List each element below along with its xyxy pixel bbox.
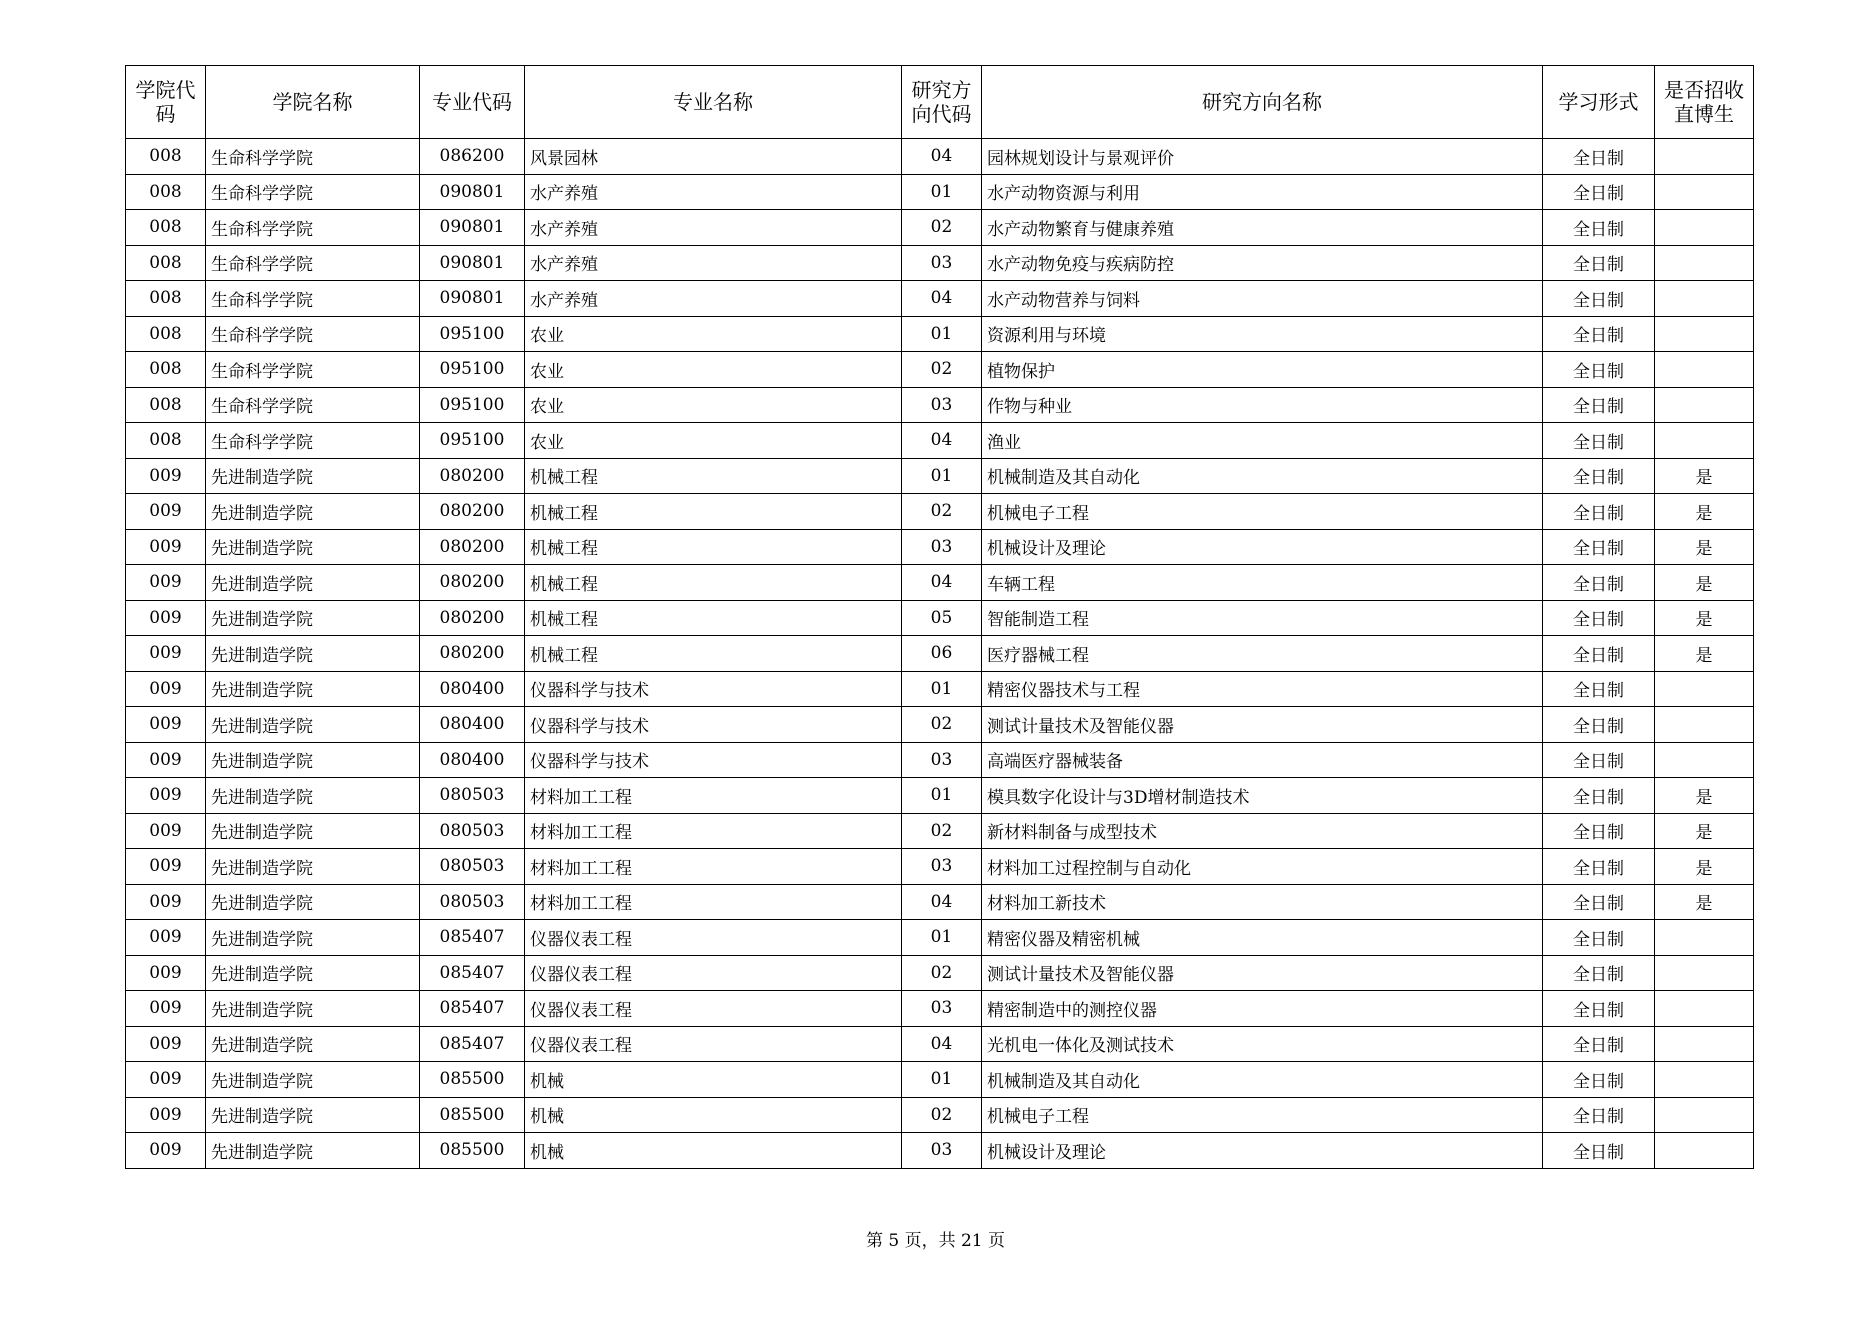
cell-study-mode: 全日制 xyxy=(1543,707,1655,743)
cell-direct-phd xyxy=(1655,742,1754,778)
cell-college-name: 先进制造学院 xyxy=(206,920,420,956)
cell-college-code: 009 xyxy=(126,600,206,636)
table-row xyxy=(126,1062,1754,1098)
cell-college-name: 先进制造学院 xyxy=(206,458,420,494)
cell-direction-code: 03 xyxy=(902,387,982,423)
cell-study-mode: 全日制 xyxy=(1543,458,1655,494)
cell-direct-phd: 是 xyxy=(1655,884,1754,920)
cell-direct-phd xyxy=(1655,423,1754,459)
cell-college-name: 生命科学学院 xyxy=(206,423,420,459)
cell-direction-name: 植物保护 xyxy=(982,352,1543,388)
cell-college-code: 009 xyxy=(126,920,206,956)
cell-college-code: 009 xyxy=(126,565,206,601)
cell-college-name: 先进制造学院 xyxy=(206,600,420,636)
cell-college-name: 先进制造学院 xyxy=(206,707,420,743)
cell-study-mode: 全日制 xyxy=(1543,245,1655,281)
cell-direction-name: 材料加工过程控制与自动化 xyxy=(982,849,1543,885)
cell-college-name: 先进制造学院 xyxy=(206,742,420,778)
header-college-code: 学院代码 xyxy=(126,66,206,139)
cell-college-code: 009 xyxy=(126,884,206,920)
cell-direct-phd xyxy=(1655,707,1754,743)
cell-direction-code: 02 xyxy=(902,707,982,743)
table-row xyxy=(126,671,1754,707)
cell-major-code: 095100 xyxy=(420,352,525,388)
cell-college-name: 先进制造学院 xyxy=(206,778,420,814)
cell-college-code: 009 xyxy=(126,458,206,494)
cell-direct-phd: 是 xyxy=(1655,458,1754,494)
cell-study-mode: 全日制 xyxy=(1543,600,1655,636)
cell-major-name: 水产养殖 xyxy=(525,245,902,281)
cell-study-mode: 全日制 xyxy=(1543,884,1655,920)
table-row xyxy=(126,778,1754,814)
cell-direction-name: 水产动物免疫与疾病防控 xyxy=(982,245,1543,281)
cell-major-code: 085407 xyxy=(420,1026,525,1062)
cell-college-name: 先进制造学院 xyxy=(206,565,420,601)
cell-direction-code: 02 xyxy=(902,955,982,991)
table-row xyxy=(126,423,1754,459)
cell-major-code: 085500 xyxy=(420,1133,525,1169)
cell-major-name: 机械工程 xyxy=(525,600,902,636)
cell-direct-phd xyxy=(1655,671,1754,707)
cell-direct-phd xyxy=(1655,991,1754,1027)
cell-direct-phd: 是 xyxy=(1655,778,1754,814)
cell-study-mode: 全日制 xyxy=(1543,316,1655,352)
cell-college-name: 先进制造学院 xyxy=(206,1133,420,1169)
cell-study-mode: 全日制 xyxy=(1543,742,1655,778)
cell-direction-code: 04 xyxy=(902,884,982,920)
cell-major-name: 仪器仪表工程 xyxy=(525,1026,902,1062)
cell-college-code: 008 xyxy=(126,210,206,246)
table-row xyxy=(126,139,1754,175)
cell-college-name: 生命科学学院 xyxy=(206,139,420,175)
table-row xyxy=(126,1097,1754,1133)
cell-direction-name: 机械制造及其自动化 xyxy=(982,458,1543,494)
cell-study-mode: 全日制 xyxy=(1543,920,1655,956)
page-number: 第 5 页，共 21 页 xyxy=(865,1231,1006,1251)
cell-college-code: 009 xyxy=(126,991,206,1027)
cell-direction-code: 04 xyxy=(902,565,982,601)
cell-direct-phd xyxy=(1655,1097,1754,1133)
cell-major-name: 仪器仪表工程 xyxy=(525,955,902,991)
program-table xyxy=(125,65,1754,1169)
cell-college-name: 先进制造学院 xyxy=(206,494,420,530)
cell-major-name: 机械工程 xyxy=(525,636,902,672)
table-row xyxy=(126,742,1754,778)
cell-college-code: 008 xyxy=(126,423,206,459)
table-row xyxy=(126,174,1754,210)
cell-study-mode: 全日制 xyxy=(1543,281,1655,317)
cell-direction-name: 园林规划设计与景观评价 xyxy=(982,139,1543,175)
cell-direct-phd xyxy=(1655,387,1754,423)
cell-major-code: 085500 xyxy=(420,1062,525,1098)
table-row xyxy=(126,707,1754,743)
cell-study-mode: 全日制 xyxy=(1543,813,1655,849)
cell-college-name: 先进制造学院 xyxy=(206,991,420,1027)
cell-major-code: 090801 xyxy=(420,245,525,281)
cell-college-code: 009 xyxy=(126,1133,206,1169)
cell-study-mode: 全日制 xyxy=(1543,529,1655,565)
cell-college-code: 009 xyxy=(126,494,206,530)
table-row xyxy=(126,316,1754,352)
cell-major-name: 农业 xyxy=(525,387,902,423)
cell-direction-code: 02 xyxy=(902,210,982,246)
table-row xyxy=(126,494,1754,530)
cell-major-name: 机械 xyxy=(525,1062,902,1098)
cell-major-name: 材料加工工程 xyxy=(525,884,902,920)
table-row xyxy=(126,529,1754,565)
table-row xyxy=(126,1026,1754,1062)
cell-college-code: 008 xyxy=(126,387,206,423)
cell-direct-phd xyxy=(1655,1062,1754,1098)
cell-major-name: 风景园林 xyxy=(525,139,902,175)
cell-major-code: 085407 xyxy=(420,991,525,1027)
cell-college-name: 先进制造学院 xyxy=(206,955,420,991)
cell-college-code: 008 xyxy=(126,352,206,388)
cell-study-mode: 全日制 xyxy=(1543,636,1655,672)
cell-study-mode: 全日制 xyxy=(1543,139,1655,175)
cell-direction-name: 渔业 xyxy=(982,423,1543,459)
cell-direct-phd: 是 xyxy=(1655,494,1754,530)
cell-college-code: 008 xyxy=(126,245,206,281)
cell-major-code: 090801 xyxy=(420,210,525,246)
table-row xyxy=(126,565,1754,601)
cell-direction-code: 01 xyxy=(902,671,982,707)
cell-college-code: 009 xyxy=(126,636,206,672)
cell-college-code: 009 xyxy=(126,1097,206,1133)
header-direction-name: 研究方向名称 xyxy=(982,66,1543,139)
header-college-name: 学院名称 xyxy=(206,66,420,139)
cell-study-mode: 全日制 xyxy=(1543,1097,1655,1133)
cell-direct-phd xyxy=(1655,316,1754,352)
cell-major-code: 095100 xyxy=(420,387,525,423)
cell-direction-code: 01 xyxy=(902,316,982,352)
cell-direct-phd: 是 xyxy=(1655,813,1754,849)
cell-major-code: 086200 xyxy=(420,139,525,175)
cell-direction-name: 水产动物资源与利用 xyxy=(982,174,1543,210)
cell-major-code: 095100 xyxy=(420,423,525,459)
cell-major-code: 080200 xyxy=(420,600,525,636)
cell-direction-name: 新材料制备与成型技术 xyxy=(982,813,1543,849)
header-direction-code: 研究方向代码 xyxy=(902,66,982,139)
cell-study-mode: 全日制 xyxy=(1543,565,1655,601)
cell-direction-name: 作物与种业 xyxy=(982,387,1543,423)
cell-college-name: 先进制造学院 xyxy=(206,671,420,707)
cell-direct-phd xyxy=(1655,955,1754,991)
header-direct-phd: 是否招收直博生 xyxy=(1655,66,1754,139)
cell-direct-phd xyxy=(1655,352,1754,388)
cell-major-code: 090801 xyxy=(420,174,525,210)
table-row xyxy=(126,281,1754,317)
cell-major-name: 材料加工工程 xyxy=(525,849,902,885)
cell-direct-phd: 是 xyxy=(1655,529,1754,565)
cell-college-code: 009 xyxy=(126,529,206,565)
cell-major-name: 机械工程 xyxy=(525,565,902,601)
cell-study-mode: 全日制 xyxy=(1543,423,1655,459)
cell-college-name: 先进制造学院 xyxy=(206,636,420,672)
cell-direction-name: 车辆工程 xyxy=(982,565,1543,601)
cell-direction-code: 04 xyxy=(902,139,982,175)
cell-college-name: 生命科学学院 xyxy=(206,210,420,246)
cell-direction-name: 医疗器械工程 xyxy=(982,636,1543,672)
cell-direction-code: 01 xyxy=(902,1062,982,1098)
cell-direction-code: 02 xyxy=(902,494,982,530)
cell-major-name: 材料加工工程 xyxy=(525,813,902,849)
cell-major-code: 095100 xyxy=(420,316,525,352)
cell-college-code: 009 xyxy=(126,1062,206,1098)
cell-direction-code: 06 xyxy=(902,636,982,672)
cell-college-name: 生命科学学院 xyxy=(206,387,420,423)
cell-college-name: 先进制造学院 xyxy=(206,1026,420,1062)
cell-study-mode: 全日制 xyxy=(1543,352,1655,388)
cell-major-name: 农业 xyxy=(525,352,902,388)
cell-major-code: 080503 xyxy=(420,884,525,920)
cell-major-code: 080400 xyxy=(420,742,525,778)
cell-college-code: 009 xyxy=(126,742,206,778)
cell-major-code: 080503 xyxy=(420,813,525,849)
cell-study-mode: 全日制 xyxy=(1543,671,1655,707)
cell-college-code: 009 xyxy=(126,955,206,991)
header-major-name: 专业名称 xyxy=(525,66,902,139)
cell-college-name: 先进制造学院 xyxy=(206,813,420,849)
cell-major-name: 水产养殖 xyxy=(525,174,902,210)
cell-direction-code: 05 xyxy=(902,600,982,636)
table-row xyxy=(126,636,1754,672)
cell-direction-name: 智能制造工程 xyxy=(982,600,1543,636)
cell-study-mode: 全日制 xyxy=(1543,955,1655,991)
cell-direction-code: 03 xyxy=(902,742,982,778)
cell-college-code: 009 xyxy=(126,849,206,885)
cell-major-name: 农业 xyxy=(525,423,902,459)
cell-major-name: 仪器科学与技术 xyxy=(525,671,902,707)
cell-direct-phd xyxy=(1655,1026,1754,1062)
cell-direction-name: 材料加工新技术 xyxy=(982,884,1543,920)
cell-direct-phd xyxy=(1655,920,1754,956)
cell-study-mode: 全日制 xyxy=(1543,991,1655,1027)
cell-major-code: 080400 xyxy=(420,671,525,707)
cell-direct-phd xyxy=(1655,245,1754,281)
cell-college-name: 先进制造学院 xyxy=(206,529,420,565)
cell-college-code: 009 xyxy=(126,707,206,743)
cell-major-code: 090801 xyxy=(420,281,525,317)
cell-direct-phd xyxy=(1655,281,1754,317)
cell-college-code: 009 xyxy=(126,778,206,814)
table-row xyxy=(126,991,1754,1027)
cell-direction-name: 高端医疗器械装备 xyxy=(982,742,1543,778)
cell-direction-name: 模具数字化设计与3D增材制造技术 xyxy=(982,778,1543,814)
cell-direction-code: 02 xyxy=(902,813,982,849)
cell-direction-name: 机械制造及其自动化 xyxy=(982,1062,1543,1098)
cell-direction-code: 02 xyxy=(902,1097,982,1133)
cell-major-name: 水产养殖 xyxy=(525,210,902,246)
cell-direction-name: 水产动物繁育与健康养殖 xyxy=(982,210,1543,246)
table-row xyxy=(126,1133,1754,1169)
cell-direction-code: 02 xyxy=(902,352,982,388)
cell-major-name: 机械 xyxy=(525,1133,902,1169)
cell-major-name: 机械工程 xyxy=(525,494,902,530)
cell-direction-code: 01 xyxy=(902,458,982,494)
table-row xyxy=(126,955,1754,991)
cell-direction-name: 精密仪器技术与工程 xyxy=(982,671,1543,707)
header-study-mode: 学习形式 xyxy=(1543,66,1655,139)
cell-direction-name: 精密仪器及精密机械 xyxy=(982,920,1543,956)
cell-major-code: 080503 xyxy=(420,778,525,814)
cell-study-mode: 全日制 xyxy=(1543,1026,1655,1062)
cell-direction-code: 01 xyxy=(902,920,982,956)
cell-direction-code: 03 xyxy=(902,849,982,885)
cell-study-mode: 全日制 xyxy=(1543,849,1655,885)
cell-study-mode: 全日制 xyxy=(1543,174,1655,210)
table-row xyxy=(126,849,1754,885)
cell-direct-phd: 是 xyxy=(1655,600,1754,636)
cell-college-name: 生命科学学院 xyxy=(206,174,420,210)
cell-college-name: 先进制造学院 xyxy=(206,849,420,885)
cell-major-code: 080400 xyxy=(420,707,525,743)
cell-major-code: 085407 xyxy=(420,920,525,956)
cell-direction-name: 测试计量技术及智能仪器 xyxy=(982,707,1543,743)
cell-direction-name: 水产动物营养与饲料 xyxy=(982,281,1543,317)
cell-college-name: 生命科学学院 xyxy=(206,352,420,388)
cell-direction-code: 03 xyxy=(902,245,982,281)
cell-major-name: 材料加工工程 xyxy=(525,778,902,814)
cell-direct-phd xyxy=(1655,139,1754,175)
cell-major-code: 085500 xyxy=(420,1097,525,1133)
table-row xyxy=(126,245,1754,281)
cell-college-code: 009 xyxy=(126,1026,206,1062)
table-row xyxy=(126,210,1754,246)
cell-direction-name: 机械电子工程 xyxy=(982,494,1543,530)
cell-major-name: 仪器仪表工程 xyxy=(525,991,902,1027)
cell-direction-name: 测试计量技术及智能仪器 xyxy=(982,955,1543,991)
cell-direction-code: 03 xyxy=(902,529,982,565)
cell-direction-name: 光机电一体化及测试技术 xyxy=(982,1026,1543,1062)
cell-direct-phd: 是 xyxy=(1655,636,1754,672)
cell-college-name: 先进制造学院 xyxy=(206,884,420,920)
cell-direct-phd xyxy=(1655,1133,1754,1169)
cell-major-code: 080200 xyxy=(420,494,525,530)
cell-major-name: 水产养殖 xyxy=(525,281,902,317)
table-row xyxy=(126,600,1754,636)
table-row xyxy=(126,387,1754,423)
cell-college-name: 生命科学学院 xyxy=(206,316,420,352)
cell-college-name: 先进制造学院 xyxy=(206,1062,420,1098)
cell-major-code: 080503 xyxy=(420,849,525,885)
program-table-container xyxy=(125,65,1753,1169)
cell-direction-code: 03 xyxy=(902,991,982,1027)
cell-direction-code: 04 xyxy=(902,423,982,459)
cell-college-name: 先进制造学院 xyxy=(206,1097,420,1133)
cell-major-name: 仪器仪表工程 xyxy=(525,920,902,956)
cell-college-code: 008 xyxy=(126,316,206,352)
cell-major-name: 仪器科学与技术 xyxy=(525,742,902,778)
cell-college-name: 生命科学学院 xyxy=(206,281,420,317)
cell-major-name: 机械工程 xyxy=(525,458,902,494)
cell-college-code: 008 xyxy=(126,281,206,317)
cell-direction-name: 资源利用与环境 xyxy=(982,316,1543,352)
cell-direct-phd: 是 xyxy=(1655,849,1754,885)
table-row xyxy=(126,920,1754,956)
cell-major-name: 机械工程 xyxy=(525,529,902,565)
cell-study-mode: 全日制 xyxy=(1543,778,1655,814)
table-row xyxy=(126,458,1754,494)
cell-college-code: 009 xyxy=(126,671,206,707)
table-row xyxy=(126,352,1754,388)
cell-major-code: 080200 xyxy=(420,458,525,494)
cell-direction-code: 01 xyxy=(902,778,982,814)
cell-direction-code: 04 xyxy=(902,1026,982,1062)
cell-direction-code: 03 xyxy=(902,1133,982,1169)
cell-major-code: 080200 xyxy=(420,565,525,601)
cell-direction-name: 机械设计及理论 xyxy=(982,529,1543,565)
header-major-code: 专业代码 xyxy=(420,66,525,139)
cell-direct-phd xyxy=(1655,210,1754,246)
cell-major-code: 080200 xyxy=(420,529,525,565)
cell-major-name: 机械 xyxy=(525,1097,902,1133)
cell-college-code: 009 xyxy=(126,813,206,849)
cell-direction-code: 01 xyxy=(902,174,982,210)
cell-college-code: 008 xyxy=(126,139,206,175)
cell-study-mode: 全日制 xyxy=(1543,387,1655,423)
cell-study-mode: 全日制 xyxy=(1543,210,1655,246)
table-header-row xyxy=(126,66,1754,139)
cell-direction-code: 04 xyxy=(902,281,982,317)
cell-direction-name: 精密制造中的测控仪器 xyxy=(982,991,1543,1027)
table-row xyxy=(126,884,1754,920)
cell-direction-name: 机械设计及理论 xyxy=(982,1133,1543,1169)
cell-direct-phd: 是 xyxy=(1655,565,1754,601)
cell-major-name: 仪器科学与技术 xyxy=(525,707,902,743)
cell-college-name: 生命科学学院 xyxy=(206,245,420,281)
cell-study-mode: 全日制 xyxy=(1543,1062,1655,1098)
table-row xyxy=(126,813,1754,849)
cell-study-mode: 全日制 xyxy=(1543,494,1655,530)
cell-major-code: 085407 xyxy=(420,955,525,991)
cell-major-code: 080200 xyxy=(420,636,525,672)
cell-direction-name: 机械电子工程 xyxy=(982,1097,1543,1133)
cell-college-code: 008 xyxy=(126,174,206,210)
cell-major-name: 农业 xyxy=(525,316,902,352)
cell-study-mode: 全日制 xyxy=(1543,1133,1655,1169)
cell-direct-phd xyxy=(1655,174,1754,210)
